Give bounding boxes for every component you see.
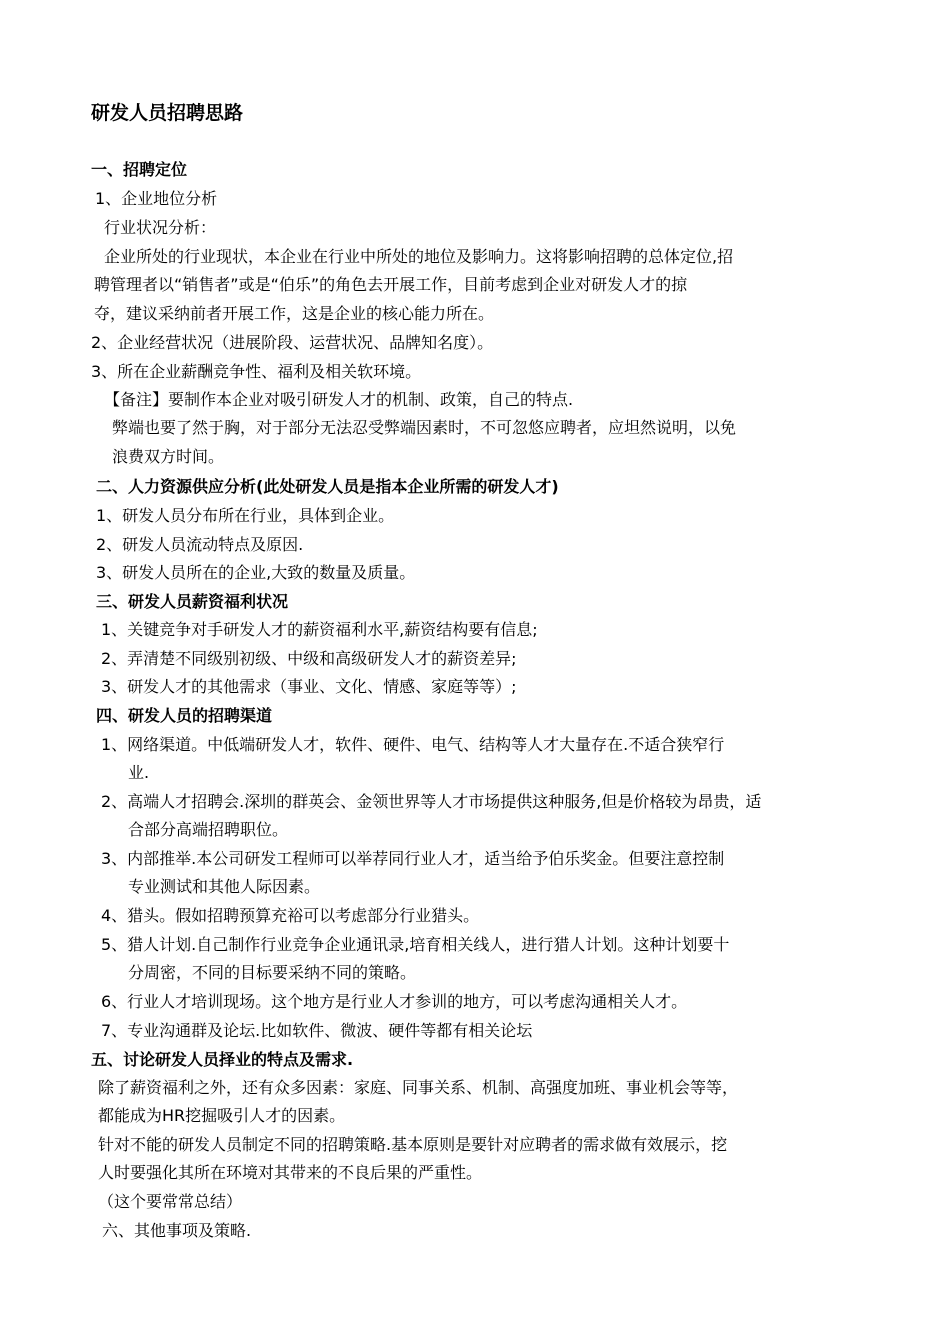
text-line: 7、专业沟通群及论坛.比如软件、微波、硬件等都有相关论坛	[101, 1021, 533, 1040]
text-line: 3、所在企业薪酬竞争性、福利及相关软环境。	[91, 362, 422, 381]
text-line: 4、猎头。假如招聘预算充裕可以考虑部分行业猎头。	[101, 906, 480, 925]
text-line: 企业所处的行业现状，本企业在行业中所处的地位及影响力。这将影响招聘的总体定位,招	[104, 247, 734, 266]
text-line: 3、研发人才的其他需求（事业、文化、情感、家庭等等）;	[101, 677, 517, 696]
text-line: 1、关键竞争对手研发人才的薪资福利水平,薪资结构要有信息;	[101, 620, 538, 639]
section-heading-4: 四、研发人员的招聘渠道	[96, 706, 273, 725]
text-line: 业.	[128, 763, 150, 782]
section-heading-2: 二、人力资源供应分析(此处研发人员是指本企业所需的研发人才)	[96, 477, 559, 496]
text-line: 【备注】要制作本企业对吸引研发人才的机制、政策，自己的特点.	[104, 390, 574, 409]
text-line: 合部分高端招聘职位。	[128, 820, 289, 839]
text-line: 1、网络渠道。中低端研发人才，软件、硬件、电气、结构等人才大量存在.不适合狭窄行	[101, 735, 725, 754]
text-line: 行业状况分析：	[104, 218, 217, 237]
text-line: 2、高端人才招聘会.深圳的群英会、金领世界等人才市场提供这种服务,但是价格较为昂贵，适	[101, 792, 762, 811]
text-line: 6、行业人才培训现场。这个地方是行业人才参训的地方，可以考虑沟通相关人才。	[101, 992, 688, 1011]
text-line: 2、弄清楚不同级别初级、中级和高级研发人才的薪资差异;	[101, 649, 517, 668]
text-line: 3、内部推举.本公司研发工程师可以举荐同行业人才，适当给予伯乐奖金。但要注意控制	[101, 849, 725, 868]
section-heading-3: 三、研发人员薪资福利状况	[96, 592, 289, 611]
text-line: 六、其他事项及策略.	[102, 1221, 252, 1240]
text-line: 人时要强化其所在环境对其带来的不良后果的严重性。	[98, 1163, 483, 1182]
text-line: 夺，建议采纳前者开展工作，这是企业的核心能力所在。	[94, 304, 495, 323]
text-line: 聘管理者以“销售者”或是“伯乐”的角色去开展工作，目前考虑到企业对研发人才的掠	[94, 275, 688, 294]
text-line: 专业测试和其他人际因素。	[128, 877, 321, 896]
text-line: 2、研发人员流动特点及原因.	[96, 535, 304, 554]
text-line: 3、研发人员所在的企业,大致的数量及质量。	[96, 563, 416, 582]
text-line: 分周密，不同的目标要采纳不同的策略。	[128, 963, 417, 982]
document-title: 研发人员招聘思路	[91, 102, 244, 124]
text-line: 弊端也要了然于胸，对于部分无法忍受弊端因素时，不可忽悠应聘者，应坦然说明，以免	[112, 418, 737, 437]
section-heading-1: 一、招聘定位	[91, 160, 188, 179]
text-line: 除了薪资福利之外，还有众多因素：家庭、同事关系、机制、高强度加班、事业机会等等，	[98, 1078, 739, 1097]
text-line: 都能成为HR挖掘吸引人才的因素。	[98, 1106, 346, 1125]
text-line: 2、企业经营状况（进展阶段、运营状况、品牌知名度）。	[91, 333, 494, 352]
text-line: 1、企业地位分析	[95, 189, 218, 208]
text-line: 1、研发人员分布所在行业，具体到企业。	[96, 506, 395, 525]
section-heading-5: 五、讨论研发人员择业的特点及需求.	[91, 1050, 354, 1069]
text-line: 针对不能的研发人员制定不同的招聘策略.基本原则是要针对应聘者的需求做有效展示，挖	[98, 1135, 728, 1154]
text-line: （这个要常常总结）	[98, 1192, 243, 1211]
text-line: 5、猎人计划.自己制作行业竞争企业通讯录,培育相关线人，进行猎人计划。这种计划要十	[101, 935, 730, 954]
text-line: 浪费双方时间。	[112, 447, 225, 466]
